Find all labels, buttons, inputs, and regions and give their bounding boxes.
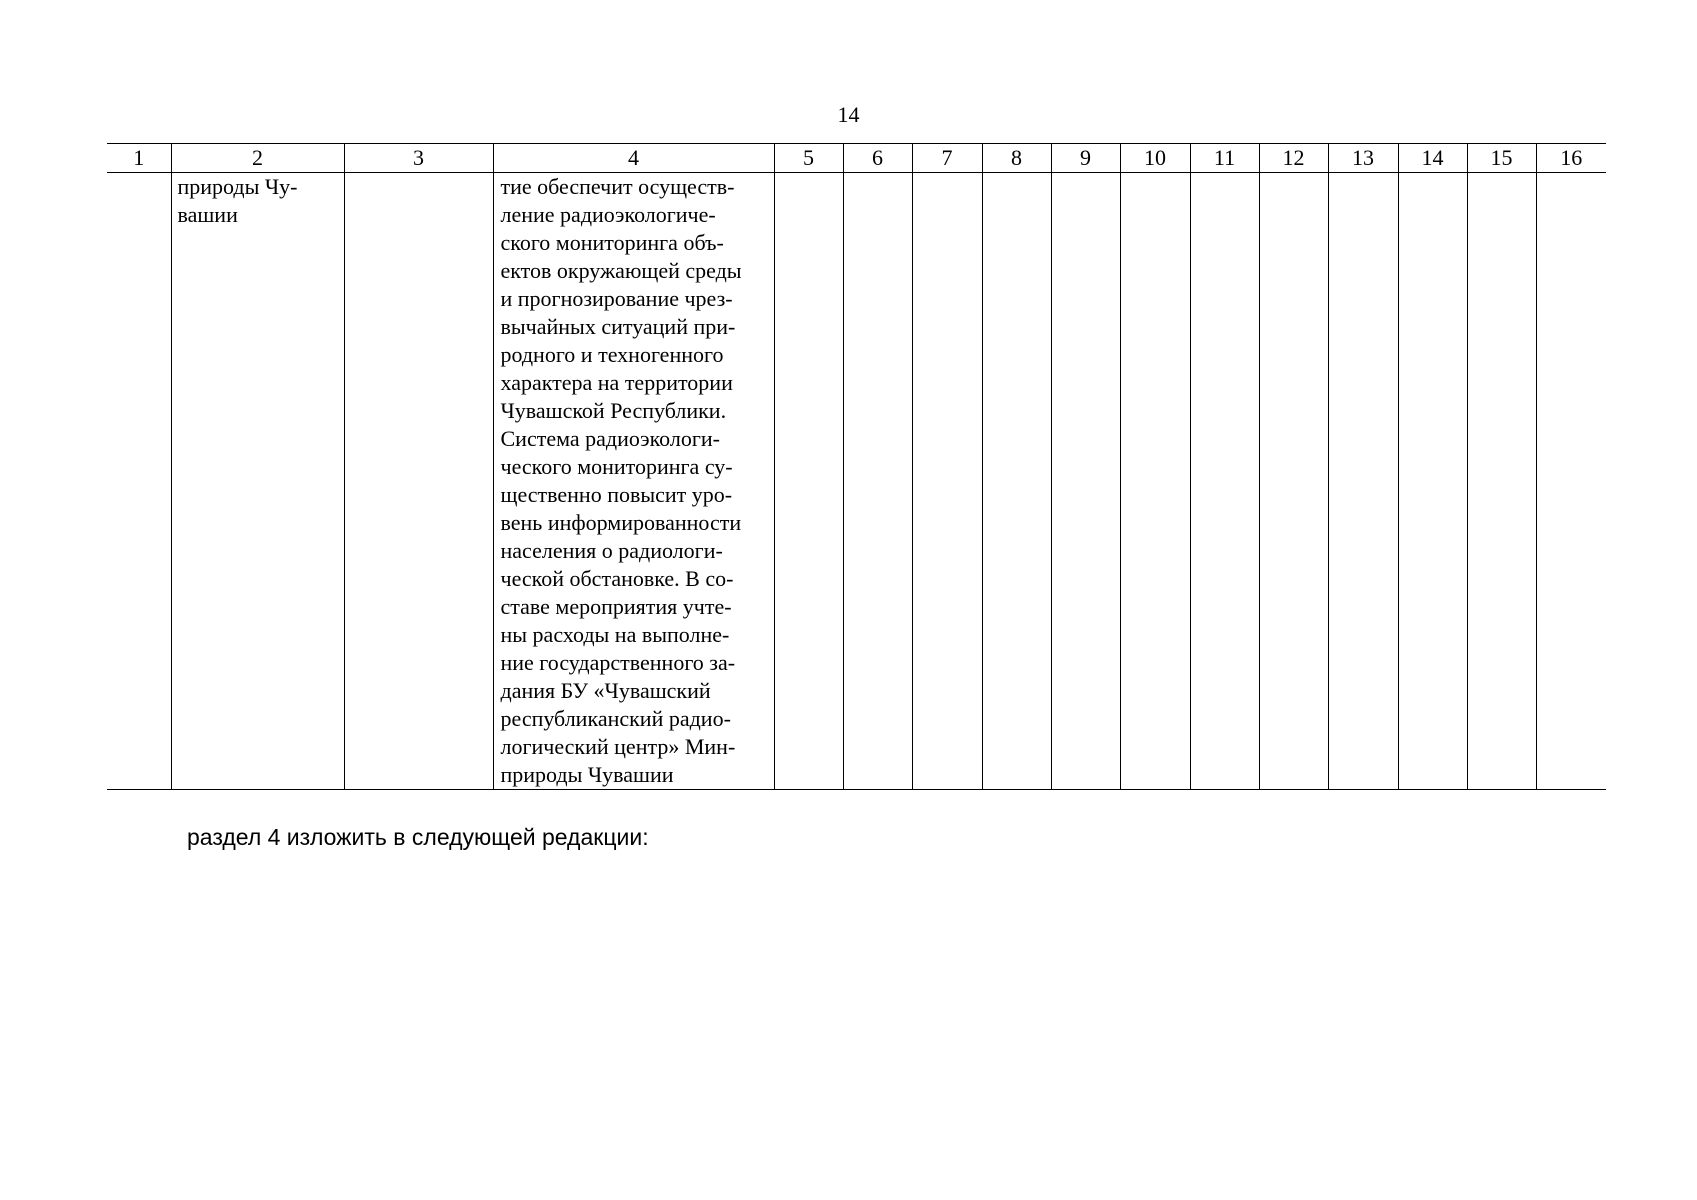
- table-row: [107, 173, 1606, 790]
- table-cell-col5: [774, 173, 843, 790]
- program-activities-table: [107, 143, 1606, 790]
- table-cell-col2: [171, 173, 344, 790]
- table-cell-col4: [493, 173, 774, 790]
- column-header-1: 1: [107, 144, 171, 173]
- table-cell-col7: [912, 173, 982, 790]
- table-cell-col11: [1190, 173, 1259, 790]
- column-header-6: 6: [843, 144, 912, 173]
- table-cell-col1: [107, 173, 171, 790]
- executor-text: природы Чу- вашии: [177, 174, 298, 227]
- table-cell-col15: [1467, 173, 1536, 790]
- column-header-8: 8: [982, 144, 1051, 173]
- table-cell-col13: [1328, 173, 1398, 790]
- column-header-9: 9: [1051, 144, 1120, 173]
- column-header-14: 14: [1398, 144, 1467, 173]
- table-cell-col3: [344, 173, 493, 790]
- table-cell-col8: [982, 173, 1051, 790]
- column-header-7: 7: [912, 144, 982, 173]
- column-header-3: 3: [344, 144, 493, 173]
- page-number: 14: [837, 102, 860, 127]
- table-cell-col9: [1051, 173, 1120, 790]
- column-header-4: 4: [493, 144, 774, 173]
- table-cell-col6: [843, 173, 912, 790]
- activity-description-text: тие обеспечит осуществ- ление радиоэкологиче- ского мониторинга объ- ектов окружающей среды и прогнозирование чрез- вычайных ситуаций при- родного и техногенного характера на территории Чувашской Республики. Система радиоэкологи- ческого мониторинга су- щественно повысит уро- вень информированности населения о радиологи- ческой обстановке. В со- ставе мероприятия учте- ны расходы на выполне- ние государственного за- дания БУ «Чувашский республиканский радио- логический центр» Мин- природы Чувашии: [500, 174, 742, 787]
- column-header-16: 16: [1536, 144, 1606, 173]
- table-cell-col16: [1536, 173, 1606, 790]
- column-header-12: 12: [1259, 144, 1328, 173]
- column-header-11: 11: [1190, 144, 1259, 173]
- table-cell-col12: [1259, 173, 1328, 790]
- section-amendment-text: раздел 4 изложить в следующей редакции:: [187, 824, 649, 850]
- column-header-2: 2: [171, 144, 344, 173]
- column-header-13: 13: [1328, 144, 1398, 173]
- table-cell-col10: [1120, 173, 1190, 790]
- table-header-row: [107, 144, 1606, 173]
- column-header-10: 10: [1120, 144, 1190, 173]
- table-cell-col14: [1398, 173, 1467, 790]
- column-header-5: 5: [774, 144, 843, 173]
- column-header-15: 15: [1467, 144, 1536, 173]
